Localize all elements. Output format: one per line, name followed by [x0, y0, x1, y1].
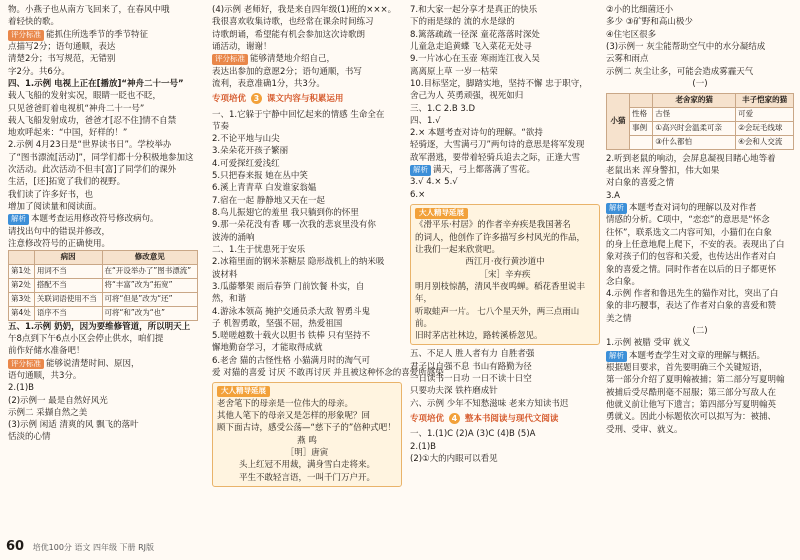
poem-title: 西江月·夜行黄沙道中	[465, 257, 545, 268]
text-line: 生活，[还]拓宽了我们的视野。	[8, 177, 126, 188]
text-line: (2)示例一 最是自然好风光	[8, 395, 108, 406]
text-line: 只见爸爸盯着电视机“神舟二十一号”	[8, 103, 145, 114]
text-line: 然，和谐	[212, 294, 247, 305]
poem-title: 燕 鸣	[297, 435, 317, 446]
text-line: 解析 本题考查对词句的理解以及对作者	[606, 202, 794, 214]
text-line: 儿童急走追黄蝶 飞入菜花无处寻	[410, 41, 532, 52]
section-header: 专项培优 4 整本书阅读与现代文阅读	[410, 414, 559, 424]
text-line: 子 机智勇敢，坚强不屈，热爱祖国	[212, 318, 343, 329]
text-line: (2)①大的内眼可以看见	[410, 453, 498, 464]
text-line: 前作好储水准备吧！	[8, 346, 85, 357]
poem-author: ［宋］辛弃疾	[479, 269, 531, 280]
text-line: 请找出句中的错误并修改，	[8, 226, 111, 237]
text-line: 波涛的涌响	[212, 232, 255, 243]
text-line: 3.A	[606, 190, 620, 201]
text-line: 平生不敢轻言语，一叫千门万户开。	[238, 472, 375, 483]
text-line: 表达出参加的意愿2分；语句通顺，书写	[212, 66, 362, 77]
text-line: 四、1.√	[410, 115, 441, 126]
text-line: 2.不论平地与山尖	[212, 134, 280, 145]
text-line: 1.示例 被腊 受审 就义	[606, 338, 691, 349]
table-row: 性格 古怪 可爱	[607, 108, 794, 122]
text-line: 听取蛙声一片。 七八个星天外，两三点雨山前。	[415, 306, 580, 329]
text-line: 4.示例 作者和鲁迅先生的猫作对比，突出了白	[606, 289, 779, 300]
text-line: 三、1.C 2.B 3.D	[410, 103, 476, 114]
table-row: 第2处 搭配不当 将“丰富”改为“拓宽”	[9, 279, 198, 293]
text-line: 一、1.(1)C (2)A (3)C (4)B (5)A	[410, 429, 536, 440]
text-line: 解析 本题考查学生对文章的理解与概括。	[606, 350, 794, 362]
text-line: 诵活动，谢谢！	[212, 41, 272, 52]
text-line: (4)示例 老师好，我是来自四年级(1)班的×××。	[212, 5, 397, 15]
table-header: 修改意见	[102, 251, 197, 265]
revision-table	[8, 250, 198, 320]
text-line: 美之情	[606, 313, 632, 324]
text-line: 轻骑逐，大雪满弓刀”两句诗的意思是将军发现	[410, 140, 585, 151]
table-row: 事例 ①高兴时会温柔可亲 ②会玩毛线球	[607, 121, 794, 135]
text-line: ④住宅区很多	[606, 29, 657, 40]
text-line: 6.溪上青青草 白发谁家翁媪	[212, 183, 317, 194]
text-line: 勇就义。因此小标题依次可以拟写为：被捕、	[606, 412, 777, 423]
text-line: 恬淡的心情	[8, 432, 51, 443]
text-line: 往怀”，联系选文二内容可知，小猫们在白象	[606, 227, 772, 238]
text-line: 被捕后受尽酷刑毫不屈服；第三部分写敌人在	[606, 387, 777, 398]
text-line: 老舍笔下的母亲是一位伟大的母亲。	[217, 398, 354, 409]
text-line: 象的非巧腰事，表达了作者对白象的喜爱和赞	[606, 301, 777, 312]
table-row: ③什么都怕 ④会和人交流	[607, 135, 794, 149]
text-line: 五、不足人 胜人者有力 自胜者强	[410, 349, 535, 360]
text-line: 10.目标坚定，脚踏实地，坚持不懈 忠于职守，	[410, 78, 588, 89]
text-line: 敌军潜逃，要带着轻骑兵追去之际，正逢大雪	[410, 152, 581, 163]
box-title: 大人精导延展	[415, 208, 468, 219]
section-header: 专项培优 3 课文内容与积累运用	[212, 94, 344, 105]
text-line: 了“图书漂流[活动]”，同学们都十分积极地参加这	[8, 152, 194, 163]
text-line: 点描写2分；语句通顺，表达	[8, 41, 116, 52]
text-line: 示例二 灰尘让多，可能会造成雾霾天气	[606, 66, 754, 77]
text-line: 爱 对猫的喜爱 讨厌 不敢再讨厌 并且被这种怀念的喜爱所感染	[212, 368, 444, 379]
text-line: 对白象的喜爱之情	[606, 178, 675, 189]
sub-heading: (一)	[692, 78, 708, 89]
text-line: 多少 ③矿野和高山极少	[606, 17, 693, 28]
reading-extension-box	[410, 204, 600, 345]
text-line: (3)示例 闲适 清爽的风 飘飞的落叶	[8, 420, 139, 431]
poem-author: ［明］唐寅	[285, 447, 329, 458]
text-line: 2.× 本题考查对诗句的理解。“欲持	[410, 128, 543, 139]
text-line: 3.瓜藤攀架 雨后春笋 门前饮餐 朴实，自	[212, 281, 365, 292]
comparison-table: 小猫 老舍家的猫 丰子恺家的猫 性格 古怪 可爱 事例 ①高兴时会温柔可亲 ②会玩毛线球 ③什么都怕 ④会和人交流	[606, 93, 794, 150]
text-line: 5.只把春来报 她在丛中笑	[212, 171, 308, 182]
text-line: 2.冰箱里面的钢米茶糖层 隐形战机上的纳米吸	[212, 257, 385, 268]
table-row: 第3处 关联词语使用不当 可将“但是”改为“还”	[9, 292, 198, 306]
text-line: 旧时茅店社林边，路转溪桥忽见。	[415, 331, 543, 342]
text-line: ②小的比细菌还小	[606, 5, 674, 15]
text-line: 六、示例 少年不知愁滋味 老来方知读书迟	[410, 398, 569, 409]
text-line: 3.朵朵花开孩子繁丽	[212, 146, 289, 157]
text-line: 《滑平乐·村居》的作者辛弃疾是我国著名	[415, 220, 571, 231]
text-line: 6.老舍 猫的古怪性格 小猫满月时的淘气可	[212, 355, 371, 366]
text-line: 头上红冠不用裁，满身雪白走将来。	[238, 460, 375, 471]
text-line: 离离原上草 一岁一枯荣	[410, 66, 498, 77]
text-line: 示例二 采撷自然之美	[8, 407, 88, 418]
analysis-tag: 解析	[8, 214, 29, 225]
text-line: 一、1.它躲于宁静中回忆起来的情感 生命全在	[212, 109, 385, 120]
text-line: 我很喜欢收集诗歌，也经常在课余时间练习	[212, 17, 374, 28]
text-line: 7.和大家一起分享才是真正的快乐	[410, 5, 538, 15]
text-line: 字2分。共6分。	[8, 66, 70, 77]
text-line: (3)示例一 灰尘能帮助空气中的水分凝结成	[606, 41, 766, 52]
text-line: 云雾和雨点	[606, 54, 649, 65]
text-line: 波材料	[212, 269, 238, 280]
text-line: 8.篱落疏疏一径深 童花落落时深处	[410, 29, 540, 40]
text-line: 语句通顺，共3分。	[8, 370, 82, 381]
text-line: 2.听到老鼠的响动，会屏息凝视目睹心地等着	[606, 153, 776, 164]
column-3	[410, 4, 600, 536]
text-line: 他就义前让他写下遗言；第四部分写夏明翰英	[606, 399, 777, 410]
section-number-badge: 3	[251, 93, 262, 104]
text-line: 我们读了许多好书，也	[8, 189, 94, 200]
text-line: 节奏	[212, 121, 230, 132]
text-line: 懈地勤奋学习，才能取得成就	[212, 343, 323, 354]
column-4	[606, 4, 794, 536]
reading-extension-box	[212, 382, 402, 487]
text-line: 9.那一朵花没有香 哪一次我的悲哀里没有你	[212, 220, 376, 231]
scoring-tag: 评分标准	[8, 30, 44, 41]
footer-info: 培优100分 语文 四年级 下册 RJ版	[32, 543, 154, 553]
text-line: 2.(1)B	[8, 383, 34, 394]
text-line: 象的喜爱之情。同时作者在以后的日子都更怀	[606, 264, 777, 275]
text-line: 君子以自强不息 书山有路勤为径	[410, 361, 532, 372]
text-line: 评分标准 能够清楚地介绍自己，	[212, 53, 402, 65]
text-line: 9.一片冰心在玉壶 寒雨连江夜入吴	[410, 54, 540, 65]
text-line: 其他人笔下的母亲又是怎样的形象呢？回	[217, 411, 371, 421]
text-line: 4.可爱探红爱浅红	[212, 158, 280, 169]
text-line: 载人飞船发射成功，爸爸才[忍不住]情不自禁	[8, 115, 177, 126]
text-line: 二、1.生于忧患死于安乐	[212, 244, 306, 255]
text-line: 6.×	[410, 189, 426, 200]
box-title: 大人精导延展	[217, 386, 270, 397]
text-line: 8.鸟儿振翅它的羞里 我只躺到你的怀里	[212, 208, 359, 218]
text-line: 诗歌朗诵，希望能有机会参加这次诗歌朗	[212, 29, 366, 40]
text-line: 下的雨是绿的 流的水是绿的	[410, 17, 515, 28]
text-line: 念白象。	[606, 276, 641, 287]
text-line: 午8点到下午6点小区会停止供水，咱们提	[8, 333, 164, 344]
text-line: 受刑、受审、就义。	[606, 424, 683, 435]
text-line: 载人飞船的发射实况，眼睛一眨也不眨，	[8, 91, 162, 102]
table-row: 第1处 用词不当 在“开设举办了”图书漂流”	[9, 265, 198, 279]
text-line: 五、1.示例 奶奶，因为要维修管道，所以明天上	[8, 321, 191, 332]
text-line: 次活动。此次活动不但丰[富]了同学们的课外	[8, 165, 177, 176]
text-line: 4.游泳本领高 掩护交通员杀大敌 智勇斗鬼	[212, 306, 371, 317]
text-line: 评分标准 能够说清楚时间、原因，	[8, 358, 198, 370]
text-line: 注意修改符号的正确使用。	[8, 238, 111, 249]
text-line: 舍己为人 英勇顽强，视死如归	[410, 91, 524, 102]
table-row: 第4处 语序不当 可将“和”改为“也”	[9, 306, 198, 320]
text-line: 2.(1)B	[410, 441, 436, 452]
text-line: 评分标准 能抓住所选季节的季节特征	[8, 29, 198, 41]
text-line: 7.宿在一起 静静地又天在一起	[212, 195, 325, 206]
text-line: 解析 满天，弓上都落满了雪花。	[410, 164, 600, 176]
text-line: 3.√ 4.× 5.√	[410, 177, 458, 188]
text-line: 2.示例 4月23日是“世界读书日”。学校举办	[8, 140, 172, 151]
text-line: 象对孩子们的包容和关爱，也传达出作者对白	[606, 252, 777, 263]
page-footer	[6, 538, 154, 557]
text-line: 根据题目要求，首先要明确三个关键短语，	[606, 363, 768, 373]
text-line: 的词人，他创作了许多描写乡村风光的作品，	[415, 232, 586, 243]
text-line: 只要功夫深 铁杵磨成针	[410, 386, 498, 397]
page-number: 60	[6, 539, 25, 555]
text-line: 增加了阅读量和阅读面。	[8, 202, 102, 212]
text-line: 流利，表意准确1分，共3分。	[212, 78, 325, 89]
table-header	[9, 251, 35, 265]
text-line: 情感的分析。C项中，“恋恋”的意思是“怀念	[606, 215, 770, 226]
text-line: 的身上任意地爬上爬下，不安的表。表现出了白	[606, 239, 785, 250]
text-line: 明月别枝惊鹊，清风半夜鸣蝉。稻花香里说丰年，	[415, 281, 586, 305]
column-1	[8, 4, 198, 536]
text-line: 四、1.示例 电视上正在[播放]“神舟二十一号”	[8, 78, 184, 89]
text-line: 物。小燕子也从南方飞回来了，在春风中哦	[8, 5, 170, 15]
text-line: 着轻快的歌。	[8, 17, 60, 28]
table-header: 病因	[34, 251, 102, 265]
text-line: 一日读书一日功 一日不读十日空	[410, 374, 532, 385]
text-line: 解析 本题考查运用修改符号修改病句。	[8, 213, 198, 225]
text-line: 老鼠出来 浑身警扣，伟大如果	[606, 166, 720, 176]
text-line: 让我们一起来欣赏吧。	[415, 244, 501, 255]
text-line: 第一部分介绍了夏明翰被捕；第二部分写夏明翰	[606, 375, 785, 386]
text-line: 清楚2分；书写规范，无错别	[8, 54, 116, 65]
sub-heading: (二)	[692, 326, 708, 337]
text-line: 5.嗟嗟越数十载火以胆书 铁棒 只有坚持不	[212, 331, 371, 342]
table-side-label: 小猫	[607, 94, 630, 150]
text-line: 顾下面古诗，感受公荡—“慈下子的”倍种式吧！	[217, 423, 396, 434]
text-line: 地欢呼起来：“中国，好样的！”	[8, 128, 128, 139]
